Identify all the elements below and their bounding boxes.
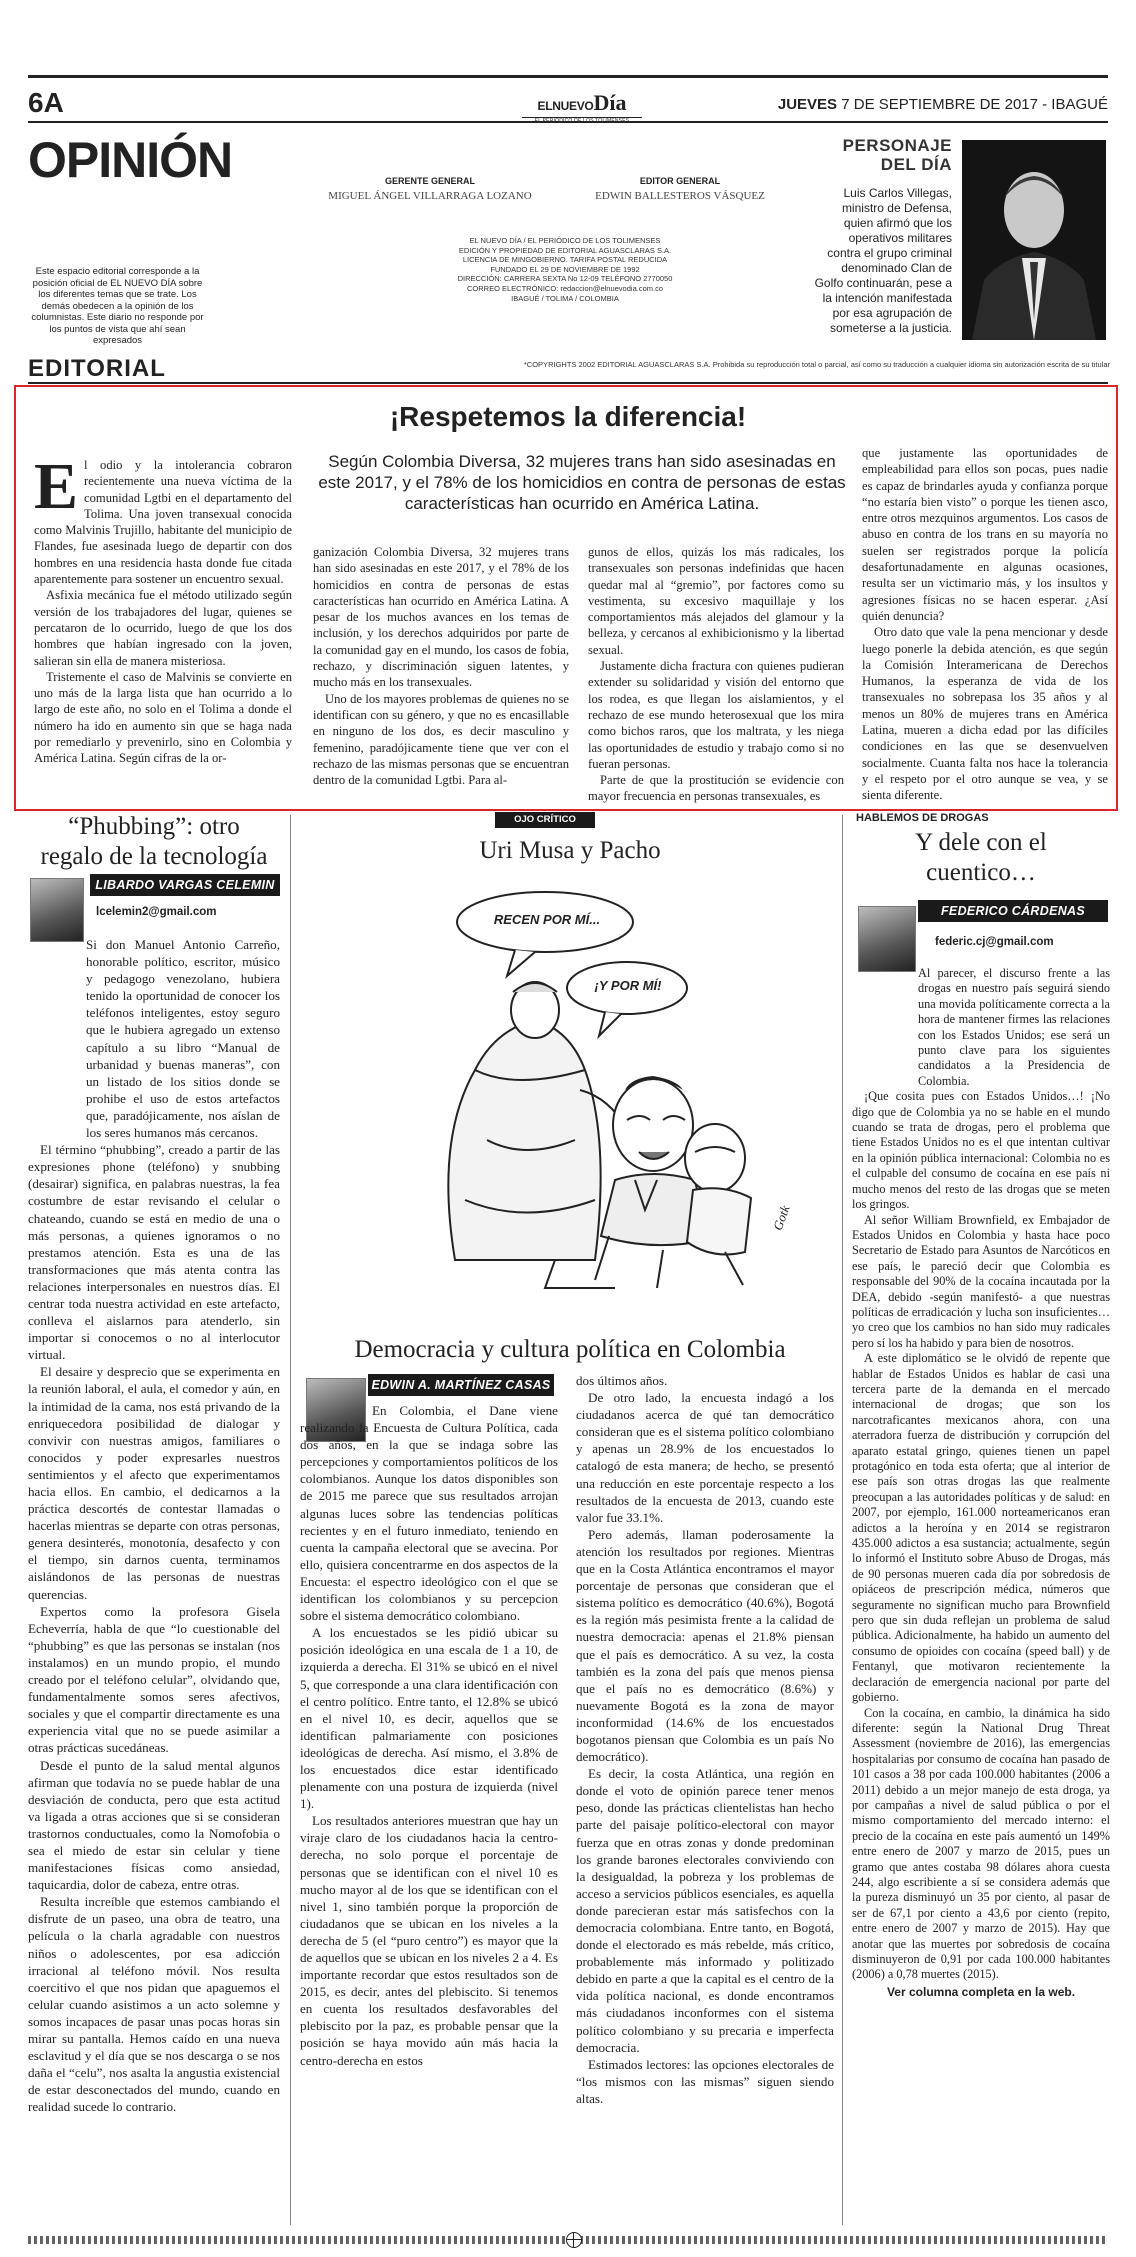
phubbing-paragraph: Expertos como la profesora Gisela Echeverría, habla de que “lo cuestionable del “phubbing” es que las personas se instalan (nos instalamos) en un mundo propio, el mundo creado por el teléfono celular”, olvidando que, fundamentalmente somos seres afectivos, sociales y que el compartir directamente es una experiencia vital que no se puede asimilar a otras prácticas sucedáneas.	[28, 1603, 280, 1756]
editorial-label: EDITORIAL	[28, 355, 166, 382]
editorial-title: ¡Respetemos la diferencia!	[389, 401, 747, 432]
democracia-author: EDWIN A. MARTÍNEZ CASAS	[368, 1374, 554, 1396]
drogas-body	[852, 966, 1110, 2000]
editorial-paragraph: Uno de los mayores problemas de quienes no se identifican con su género, y que no es encasillable en ninguno de los dos, es decir masculino y femenino, paradójicamente tiene que ver con el rechazo de las mismas personas que se encuentran dentro de la comunidad Lgtbi. Para al-	[313, 691, 569, 788]
drogas-author-photo	[858, 906, 916, 972]
ojo-critico-label: OJO CRÍTICO	[495, 812, 595, 828]
top-rule	[28, 75, 1108, 78]
caricature-title: Uri Musa y Pacho	[479, 837, 661, 864]
editorial-label-rule	[28, 382, 1108, 384]
copyright-notice: *COPYRIGHTS 2002 EDITORIAL AGUASCLARAS S.A. Prohibida su reproducción total o parcial, así como su traducción a cualquier idioma sin autorización escrita de su titular	[523, 360, 1110, 369]
personaje-title-line: PERSONAJE	[842, 136, 952, 155]
editorial-paragraph	[34, 450, 292, 587]
editorial-disclaimer: Este espacio editorial corresponde a la posición oficial de EL NUEVO DÍA sobre los diferentes temas que se trate. Los demás obedecen a la opinión de los columnistas. Este diario no responde por los puntos de vista que ahí sean expresados	[31, 266, 204, 346]
phubbing-title-line: regalo de la tecnología	[40, 843, 268, 870]
editorial-paragraph: Otro dato que vale la pena mencionar y desde luego ponerle la debida atención, es que según la Comisión Interamericana de Derechos Humanos, la esperanza de vida de los transexuales no sobrepasa los 35 años y al menos un 80% de mujeres trans en América Latina, mueren a dicha edad por las difíciles condiciones en las que se desenvuelven socialmente. Cuanta falta nos hace la tolerancia y el respeto por el otro aunque se vea, y se sienta diferente.	[862, 625, 1108, 803]
editor-label: EDITOR GENERAL	[639, 176, 721, 186]
speech-bubble-2: ¡Y POR MÍ!	[594, 978, 662, 993]
drogas-author: FEDERICO CÁRDENAS JIMÉNEZ	[918, 900, 1108, 922]
caricature-illustration	[395, 880, 825, 1300]
personaje-title	[812, 136, 952, 174]
drop-cap: E	[34, 450, 79, 523]
drogas-title	[852, 828, 1110, 888]
democracia-paragraph: dos últimos años.	[576, 1373, 668, 1388]
drogas-intro: Al parecer, el discurso frente a las drogas en nuestro país seguirá siendo una movida políticamente correcta a la hora de mantener firmes las relaciones con los Estados Unidos; ese será un punto clave para los siguientes candidatos a la Presidencia de Colombia.	[918, 966, 1110, 1088]
editorial-paragraph: ganización Colombia Diversa, 32 mujeres trans han sido asesinadas en este 2017, y el 78% de los homicidios en contra de personas de estas características han ocurrido en América Latina. A pesar de los muchos avances en los temas de inclusión, y los derechos adquiridos por parte de la comunidad gay en el mundo, los casos de fobia, rechazo, y discriminación siguen latentes, y mucho más en los transexuales.	[313, 545, 569, 690]
phubbing-paragraph: El desaire y desprecio que se experimenta en la reunión laboral, el aula, el comedor y aún, en la intimidad de la cama, nos está privando de la enriquecedora posibilidad de dialogar y convivir con nuestras amigos, familiares o conocidos y poder expresarles nuestros sentimientos y el afecto que experimentamos hacia ellos. En cambio, el dedicarnos a la práctica descortés de contestar llamadas o hacerlas mientras se departe con otras personas, genera desinterés, monotonía, desafecto y con el tiempo, sin darnos cuenta, terminamos aislándonos de las personas de nuestras querencias.	[28, 1364, 280, 1602]
personaje-photo	[962, 140, 1106, 340]
phubbing-title-line: “Phubbing”: otro	[68, 813, 240, 840]
portrait-illustration	[962, 140, 1106, 340]
democracia-col-2	[576, 1372, 834, 2107]
democracia-col-1	[300, 1402, 558, 2069]
speech-bubble-1: RECEN POR MÍ...	[493, 912, 601, 927]
editorial-paragraph: Parte de que la prostitución se evidencie con mayor frecuencia en personas transexuales, es	[588, 773, 844, 804]
date-day: JUEVES	[777, 96, 838, 113]
phubbing-author-photo	[30, 878, 84, 942]
phubbing-title	[28, 812, 280, 872]
registration-mark-icon	[566, 2232, 582, 2248]
editorial-col-2	[313, 544, 569, 788]
logo-prefix: ELNUEVO	[537, 99, 594, 113]
democracia-paragraph: De otro lado, la encuesta indagó a los ciudadanos acerca de qué tan democrático consideran que es el sistema político colombiano y apenas un 28.9% de los encuestados lo catalogó de esta manera; de hecho, se presentó una reducción en este porcentaje respecto a los resultados de la encuesta de 2013, cuando este valor fue 33.1%.	[576, 1390, 834, 1525]
editorial-deck: Según Colombia Diversa, 32 mujeres trans han sido asesinadas en este 2017, y el 78% de los homicidios en contra de personas de estas características han ocurrido en América Latina.	[318, 452, 846, 513]
phubbing-intro: Si don Manuel Antonio Carreño, honorable político, escritor, músico y pedagogo venezolano, hubiera tenido la oportunidad de conocer los teléfonos inteligentes, estoy seguro que le hubiera agregado un extenso capítulo a su libro “Manual de urbanidad y buenas maneras”, con un listado de los sitios donde se prohibe el uso de estos artefactos que, paradójicamente, nos aíslan de los seres humanos más cercanos.	[86, 937, 280, 1141]
editorial-col-1	[34, 450, 292, 767]
editorial-paragraph: Justamente dicha fractura con quienes pudieran extender su solidaridad y visión del entorno que los rodea, es que llegan los aislamientos, y el rechazo de ese mundo heterosexual que los mira como bichos raros, que los maltrata, y les niega las oportunidades de estudio y trabajo como si no fueran personas.	[588, 659, 844, 771]
logo-main: Día	[593, 90, 627, 115]
cartoonist-signature: Gotk	[769, 1203, 793, 1233]
drogas-title-line: Y dele con el	[915, 829, 1047, 856]
column-divider-right	[842, 815, 843, 2225]
column-divider-left	[290, 815, 291, 2225]
editorial-paragraph: Tristemente el caso de Malvinis se convierte en uno más de la larga lista que han ocurrido a lo largo de este año, no solo en el Tolima a donde el número ha ido en aumento sin que se haga nada por remediarlo y prevenirlo, sino en Colombia y América Latina. Según cifras de la or-	[34, 669, 292, 766]
date-rest: 7 DE SEPTIEMBRE DE 2017 - IBAGUÉ	[841, 96, 1108, 113]
democracia-paragraph: En Colombia, el Dane viene realizando la Encuesta de Cultura Política, cada dos años, en la que se indaga sobre las percepciones y comportamientos políticos de los colombianos. Aunque los datos disponibles son de 2015 me parece que sus resultados arrojan algunas luces sobre las tendencias políticas recientes y en el futuro inmediato, teniendo en cuenta la campaña electoral que se avecina. Por ello, quisiera concentrarme en dos aspectos de la Encuesta: el espectro ideológico con el que se identifican los colombianos y su percepcion sobre el sistema democrático colombiano.	[300, 1403, 558, 1624]
masthead-line: DIRECCIÓN: CARRERA SEXTA No 12-09 TELÉFONO 2770050	[457, 274, 673, 284]
manager-name: MIGUEL ÁNGEL VILLARRAGA LOZANO	[328, 190, 532, 202]
phubbing-body	[28, 936, 280, 2115]
masthead-line: EDICIÓN Y PROPIEDAD DE EDITORIAL AGUASCLARAS S.A.	[458, 245, 672, 255]
editorial-col-4	[862, 445, 1108, 804]
democracia-paragraph: A los encuestados se les pidió ubicar su posición ideológica en una escala de 1 a 10, de izquierda a derecha. El 31% se ubicó en el nivel 5, que corresponde a una clara identificación con el centro político. Entre tanto, el 12.8% se ubicó en el nivel 10, es decir, aquellos que se identifican palmariamente con posiciones ideológicas de derecha. Así mismo, el 3.8% de los encuestados dice estar identificado plenamente con una postura de izquierda (nivel 1).	[300, 1625, 558, 1812]
editorial-paragraph: que justamente las oportunidades de empleabilidad para ellos son pocas, pues nadie es capaz de brindarles ayuda y confianza porque “no estaría bien visto” o porque les tienen asco, entre otros mezquinos argumentos. Los casos de abuso en contra de los trans en su mayoría no suelen ser registrados porque la policía desafortunadamente en algunas ocasiones, resulta ser un victimario más, y los insultos y agresiones físicas no se hacen esperar. ¿Así quién denuncia?	[862, 446, 1108, 623]
editor-name: EDWIN BALLESTEROS VÁSQUEZ	[595, 190, 765, 202]
manager-credit	[320, 176, 540, 202]
newspaper-logo	[522, 92, 642, 124]
democracia-paragraph: Es decir, la costa Atlántica, una región en donde el voto de opinión parece tener menos peso, donde las prácticas clientelistas han hecho parte del paisaje político-electoral con mayor fuerza que en otras zonas y donde predominan los grande barones electorales conviviendo con la desigualdad, la pobreza y los problemas de acceso a servicios públicos esenciales, es aquella donde parecieran estar más satisfechos con la democracia colombiana. Entre tanto, en Bogotá, donde el electorado es más rebelde, más crítico, probablemente más informado y politizado debido en parte a que la capital es el centro de la vida política nacional, es donde encontramos más ciudadanos inconformes con el sistema político colombiano y su precaria e imperfecta democracia.	[576, 1766, 834, 2055]
drogas-paragraph: ¡Que cosita pues con Estados Unidos…! ¡No digo que de Colombia ya no se hable en el mundo cuando se trata de drogas, pero el problema que tiene Estados Unidos no es el que intentan cultivar en la opinión pública internacional: Colombia no es el culpable del consumo de cocaína en ese país ni mucho menos del resto de las drogas que se meten los gringos.	[852, 1089, 1110, 1212]
editorial-col-3	[588, 544, 844, 805]
drogas-paragraph: A este diplomático se le olvidó de repente que hablar de Estados Unidos es hablar de casi una tercera parte de la demanda en el mercado internacional de drogas; que son los narcotraficantes mexicanos ahora, con una aterradora fuerza de distribución y corrupción del aparato estatal gringo, quienes tienen un papel protagónico en toda esta oferta; que al interior de ese país son otras drogas las que realmente preocupan a las autoridades políticas y de salud: en 2007, por ejemplo, 161.000 norteamericanos eran adictos a la heroína y en 2014 se registraron 435.000 adictos a esa sustancia; actualmente, según lo informó el Instituto sobre Abuso de Drogas, más de 90 personas mueren cada día por sobredosis de opiáceos de prescripción médica, números que seguramente no significan mucho para Brownfield pero que sin duda reflejan un problema de salud pública. Adicionalmente, ha habido un aumento del consumo de opioides con cocaína (speed ball) y de Fentanyl, que motivaron recientemente la declaración de emergencia nacional por parte del gobierno.	[852, 1351, 1110, 1705]
masthead-line: FUNDADO EL 29 DE NOVIEMBRE DE 1992	[490, 264, 640, 274]
personaje-del-dia	[812, 136, 952, 336]
editor-credit	[580, 176, 780, 202]
page-number: 6A	[28, 87, 64, 118]
phubbing-author: LIBARDO VARGAS CELEMIN	[90, 874, 280, 896]
section-title: OPINIÓN	[28, 132, 233, 188]
drogas-paragraph: Con la cocaína, en cambio, la dinámica ha sido diferente: según la National Drug Threat Assessment (noviembre de 2016), las emergencias hospitalarias por consumo de cocaína han pasado de 101 casos a 38 por cada 100.000 habitantes (2006 a 2011) debido a un mejor manejo de esta droga, ya por campañas a nivel de salud pública o por el mismo comportamiento del mercado interno: el precio de la cocaína en este país aumentó un 149% entre enero de 2007 y marzo de 2015, pues un gramo que antes costaba 98 dólares ahora cuesta 244, algo escribiente a sí se considera además que la pureza disminuyó un 35 por ciento, al pasar de ser de 67,1 por ciento a 43,6 por ciento (repito, entre enero de 2007 y marzo de 2015). Hay que anotar que las muertes por sobredosis de cocaína disminuyeron de 0,91 por cada 100.000 habitantes (2006) a 0,78 muertes (2015).	[852, 1705, 1110, 1982]
issue-date	[778, 96, 1108, 113]
drogas-email: federic.cj@gmail.com	[935, 936, 1054, 948]
democracia-title: Democracia y cultura política en Colombia	[354, 1336, 786, 1363]
phubbing-paragraph: El término “phubbing”, creado a partir de las expresiones phone (teléfono) y snubbing (desairar) significa, en palabras nuestras, la fea costumbre de estar revisando el celular o chateando, cuando se está en medio de una o más personas, a quienes ignoramos o no prestamos atención. Esta es una de las transformaciones que más atenta contra las relaciones interpersonales en nuestros días. El centrar toda nuestra actividad en este artefacto, conlleva el aislarnos para atenderlo, sin importar si conocemos o no al interlocutor virtual.	[28, 1142, 280, 1363]
caricature-drawing	[395, 880, 825, 1300]
masthead-line: IBAGUÉ / TOLIMA / COLOMBIA	[511, 293, 619, 303]
drogas-label: HABLEMOS DE DROGAS	[856, 812, 989, 824]
manager-label: GERENTE GENERAL	[384, 176, 475, 186]
drogas-paragraph: Al señor William Brownfield, ex Embajador de Estados Unidos en Colombia y hasta hace poco Secretario de Estado para Asuntos de Narcóticos en ese país, le pareció decir que Colombia es responsable del 90% de la cocaína incautada por la DEA, debido -según manifestó- a que nuestras políticas de erradicación y lucha son insuficientes… yo creo que los cambios no han sido muy radicales pero sí los ha habido y para bien de nosotros.	[852, 1212, 1110, 1350]
drogas-title-line: cuentico…	[926, 859, 1036, 886]
masthead-line: CORREO ELECTRÓNICO: redaccion@elnuevodia.com.co	[466, 283, 663, 293]
phubbing-paragraph: Desde el punto de la salud mental algunos afirman que todavía no se puede hablar de una desviación de conducta, pero que esta actitud va ligada a otras acciones que si se consideran trastornos conductuales, como la Nomofobia o sea el miedo de estar sin celular y tiene manifestaciones físicas como ansiedad, taquicardia, dolor de cabeza, entre otras.	[28, 1757, 280, 1893]
editorial-paragraph: gunos de ellos, quizás los más radicales, los transexuales son personas indefinidas que hacen quedar mal al “gremio”, por factores como su vestimenta, su excesivo maquillaje y los comportamientos más alejados del glamour y la belleza, y cercanos al exhibicionismo y la libertad sexual.	[588, 545, 844, 657]
democracia-paragraph: Estimados lectores: las opciones electorales de “los mismos con las mismas” siguen siendo altas.	[576, 2056, 834, 2106]
paragraph-text: l odio y la intolerancia cobraron recientemente una nueva víctima de la comunidad Lgtbi en el departamento del Tolima. Una joven transexual conocida como Malvinis Trujillo, habitante del municipio de Flandes, fue asesinada luego de departir con dos hombres en una residencia hasta donde fue citada aparentemente para sostener un encuentro sexual.	[34, 458, 292, 587]
personaje-text: Luis Carlos Villegas, ministro de Defensa, quien afirmó que los operativos militares contra el grupo criminal denominado Clan de Golfo continuarán, pese a la intención manifestada por esa agrupación de someterse a la justicia.	[814, 186, 952, 335]
democracia-paragraph: Pero además, llaman poderosamente la atención los resultados por regiones. Mientras que en la Costa Atlántica encontramos el mayor porcentaje de personas que consideran que el sistema político es democrático (40.6%), Bogotá es la región más pesimista frente a la calidad de nuestra democracia: apenas el 21.8% piensan que el país es democrático. A su vez, la costa también es la zona del país que menos piensa que el país no es democrático (8.6%) y nuevamente Bogotá es la zona de mayor inconformidad (14.6% de los encuestados bogotanos piensan que Colombia es un país No democrático).	[576, 1526, 834, 1765]
masthead-info	[440, 236, 690, 303]
editorial-paragraph: Asfixia mecánica fue el método utilizado según versión de los trabajadores del lugar, quienes se percataron de lo ocurrido, luego de que los dos hombres que habían ingresado con la joven, salieran sin ella de manera misteriosa.	[34, 588, 292, 668]
democracia-paragraph: Los resultados anteriores muestran que hay un viraje claro de los ciudadanos hacia la centro-derecha, no solo porque el porcentaje de personas que se identifican con el nivel 10 es mucho mayor al de los que se identifican con el nivel 1, sino también porque la proporción de ciudadanos que se ubican en los niveles a la derecha de 5 (el “puro centro”) es mayor que la de aquellos que se ubican en los niveles 2 a 4. Es importante recordar que estos resultados son de 2015, es decir, antes del plebiscito. Si tenemos en cuenta los resultados desfavorables del plebiscito por la paz, es probable pensar que la posición se haya movido aún más hacia la centro-derecha en estos	[300, 1813, 558, 2068]
drogas-footer-link[interactable]: Ver columna completa en la web.	[886, 1984, 1076, 1999]
phubbing-paragraph: Resulta increíble que estemos cambiando el disfrute de un paseo, una obra de teatro, una película o la charla agradable con nuestros niños o adolescentes, por esa adicción irracional al teléfono móvil. Nos resulta coercitivo el que nos pidan que apaguemos el celular cuando asistimos a un acto solemne y somos incapaces de pasar unas pocas horas sin mirar su pantalla. Hemos caído en una nueva esclavitud y el día que se nos descarga o se nos daña el “celu”, nos asalta la angustia existencial de estar desconectados del mundo, cuando en realidad sucede lo contrario.	[28, 1894, 280, 2115]
masthead-line: LICENCIA DE MINGOBIERNO. TARIFA POSTAL REDUCIDA	[462, 255, 668, 265]
personaje-title-line: DEL DÍA	[880, 155, 952, 174]
phubbing-email: lcelemin2@gmail.com	[96, 906, 217, 918]
header-rule	[28, 121, 1108, 123]
masthead-line: EL NUEVO DÍA / EL PERIÓDICO DE LOS TOLIMENSES	[469, 236, 661, 245]
